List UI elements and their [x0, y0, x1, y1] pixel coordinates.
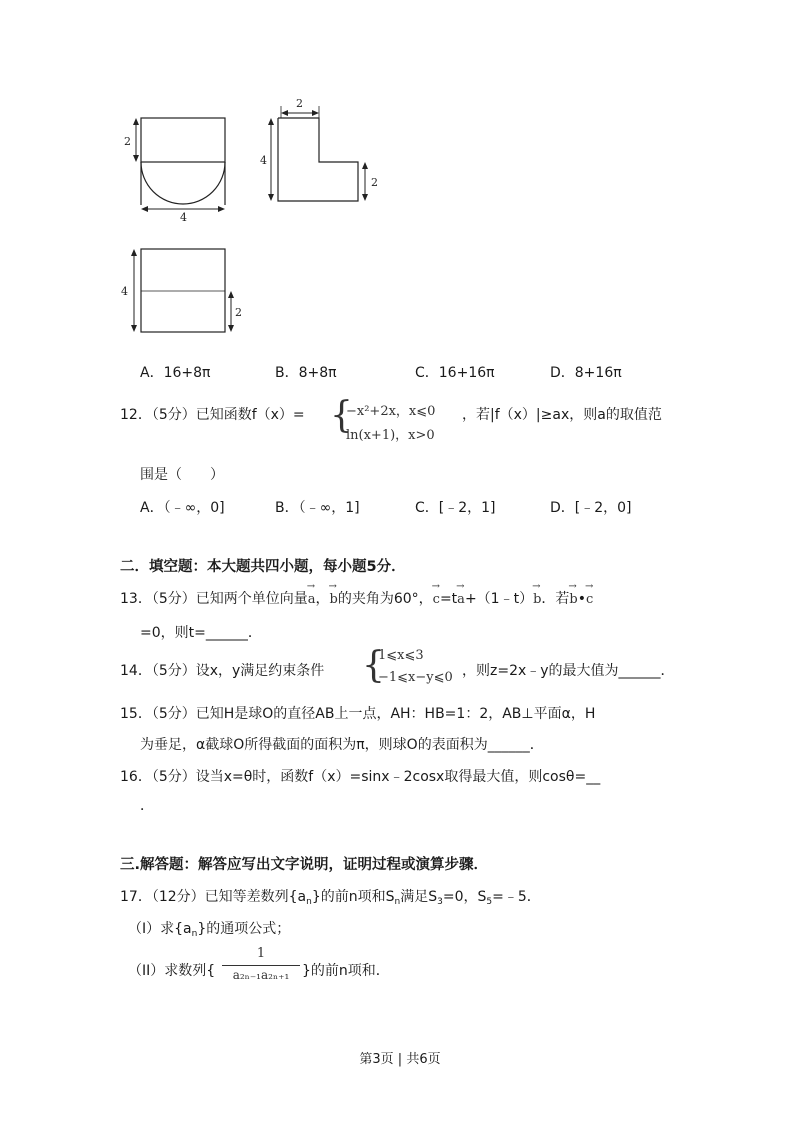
q13-text-a: 13．（5分）已知两个单位向量: [120, 591, 308, 607]
top-view: [121, 249, 242, 332]
q15-line-1: 15．（5分）已知H是球O的直径AB上一点，AH：HB=1：2，AB⊥平面α，H: [120, 706, 596, 722]
q17-text-e: =﹣5．: [492, 889, 541, 905]
section-3-title: 三.解答题：解答应写出文字说明，证明过程或演算步骤．: [120, 857, 489, 873]
side-top-label: 2: [296, 97, 303, 110]
three-view-figures: [0, 0, 800, 360]
side-inner-label: 2: [371, 176, 378, 189]
q17-frac-numerator: 1: [256, 946, 266, 961]
q17-text-a: 17．（12分）已知等差数列{a: [120, 889, 307, 905]
q12-option-d[interactable]: D．[﹣2，0]: [550, 500, 632, 516]
q16-line-2: ．: [140, 798, 154, 814]
q13-vector-c: → c: [433, 592, 440, 607]
q13-vector-a: → a: [308, 592, 316, 607]
q13-vector-b: → b: [330, 592, 338, 607]
q17-part-2-a: （II）求数列{: [128, 963, 216, 979]
q12-option-a[interactable]: A．（﹣∞，0]: [140, 500, 225, 516]
q12-prefix: 12．（5分）已知函数f（x）=: [120, 407, 305, 423]
q13-plus: +（1﹣t）: [464, 591, 534, 607]
q13-line-1: [120, 588, 593, 608]
q11-option-b[interactable]: B．8+8π: [275, 365, 337, 381]
page-footer: 第3页 | 共6页: [359, 1052, 441, 1067]
q13-vector-b-2: → b: [533, 592, 541, 607]
q12-suffix: ，若|f（x）|≥ax，则a的取值范: [462, 407, 662, 423]
q13-dot: •: [577, 591, 586, 607]
q17-frac-line: [222, 965, 300, 966]
q13-eq-t: =t: [439, 591, 458, 607]
top-height-label: 4: [121, 285, 128, 298]
q11-option-c[interactable]: C．16+16π: [415, 365, 495, 381]
q17-part-2-b: }的前n项和．: [302, 963, 390, 979]
q13-vector-b-3: → b: [569, 592, 577, 607]
q14-suffix: ，则z=2x﹣y的最大值为______．: [462, 663, 675, 679]
side-height-label: 4: [260, 154, 267, 167]
q13-text-b: 的夹角为60°，: [337, 591, 433, 607]
q13-vector-a-2: → a: [457, 592, 465, 607]
q13-vector-c-2: → c: [586, 592, 593, 607]
q12-option-b[interactable]: B．（﹣∞，1]: [275, 500, 360, 516]
front-width-label: 4: [180, 211, 187, 224]
q16-line-1: 16．（5分）设当x=θ时，函数f（x）=sinx﹣2cosx取得最大值，则cosθ=__: [120, 769, 601, 785]
q12-case-2: ln(x+1)，x>0: [346, 428, 435, 443]
q17-sub-n: n: [306, 897, 312, 907]
q11-option-a[interactable]: A．16+8π: [140, 365, 211, 381]
front-height-label: 2: [124, 135, 131, 148]
q13-dot-text: ．若: [541, 591, 570, 607]
q14-case-2: −1⩽x−y⩽0: [378, 670, 453, 685]
q15-line-2: 为垂足，α截球O所得截面的面积为π，则球O的表面积为______．: [140, 737, 544, 753]
front-view: [124, 118, 225, 224]
q17-sub-3: 3: [437, 897, 443, 907]
q14-prefix: 14．（5分）设x，y满足约束条件: [120, 663, 325, 679]
side-view: [260, 97, 378, 201]
q17-text-d: =0，S: [442, 889, 487, 905]
q17-part1-sub-n: n: [191, 929, 198, 939]
q13-comma: ，: [315, 591, 330, 607]
q17-text-c: 满足S: [400, 889, 438, 905]
q12-case-1: −x²+2x，x⩽0: [346, 404, 436, 419]
section-2-title: 二．填空题：本大题共四小题，每小题5分．: [120, 559, 406, 575]
q17-text-b: }的前n项和S: [311, 889, 395, 905]
q17-part1-a: （I）求{a: [128, 921, 192, 937]
q13-line-2: =0，则t=______．: [140, 625, 262, 641]
q17-sub-n-2: n: [394, 897, 401, 907]
q17-frac-denominator: a₂ₙ₋₁a₂ₙ₊₁: [232, 968, 290, 982]
q17-part1-b: }的通项公式；: [197, 921, 291, 937]
q11-option-d[interactable]: D．8+16π: [550, 365, 622, 381]
q12-option-c[interactable]: C．[﹣2，1]: [415, 500, 496, 516]
q14-brace: {: [362, 645, 385, 686]
q17-line-1: [120, 886, 541, 907]
q17-part-1: [128, 918, 290, 939]
q14-case-1: 1⩽x⩽3: [378, 648, 424, 663]
q12-line-2: 围是（ ）: [140, 467, 224, 483]
q17-sub-5: 5: [486, 897, 493, 907]
top-inner-label: 2: [235, 306, 242, 319]
q12-brace: {: [330, 395, 353, 436]
